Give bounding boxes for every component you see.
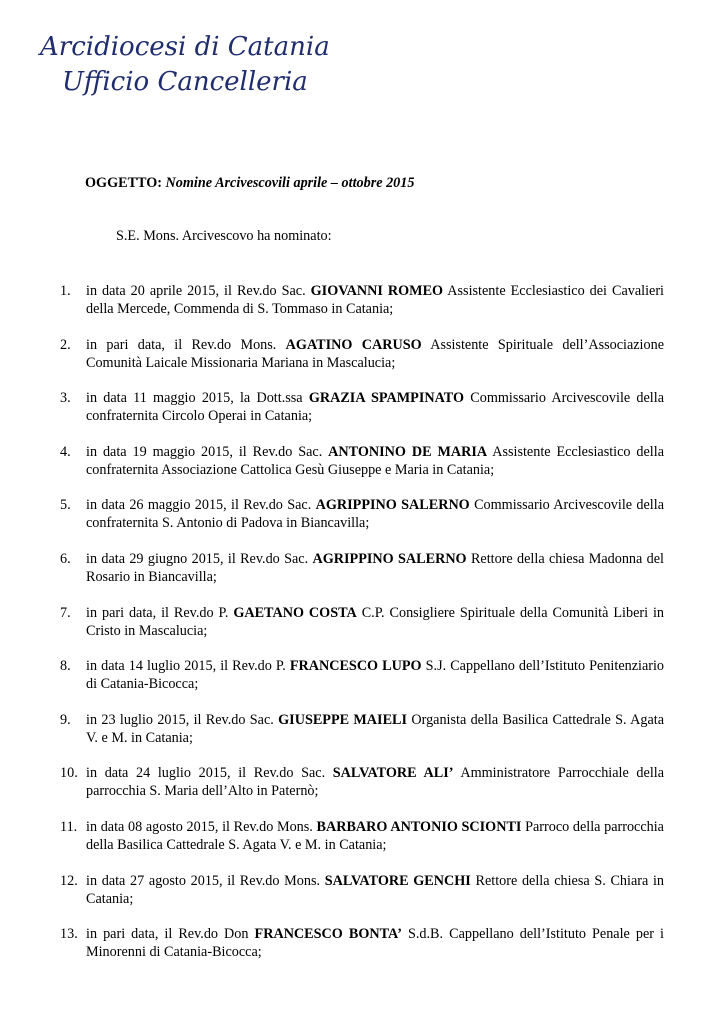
appointee-name: BARBARO ANTONIO SCIONTI bbox=[316, 818, 522, 835]
item-text-post: S.J. Cappellano dell’Istituto Penitenziario di Catania-Bicocca; bbox=[86, 658, 665, 693]
item-number: 5. bbox=[60, 497, 71, 514]
item-text bbox=[86, 282, 664, 336]
item-text-post: Rettore della chiesa S. Chiara in Catania; bbox=[86, 872, 664, 907]
subject-title: Nomine Arcivescovili aprile – ottobre 2015 bbox=[165, 175, 415, 191]
item-text-post: Amministratore Parrocchiale della parrocchia S. Maria dell’Alto in Paternò; bbox=[86, 765, 664, 800]
item-number: 11. bbox=[60, 818, 78, 835]
appointee-name: SALVATORE GENCHI bbox=[324, 872, 471, 889]
item-text-pre: in data 14 luglio 2015, il Rev.do P. bbox=[86, 658, 290, 675]
item-text-post: Rettore della chiesa Madonna del Rosario in Biancavilla; bbox=[86, 550, 664, 585]
item-number: 4. bbox=[60, 443, 71, 460]
item-text-pre: in data 20 aprile 2015, il Rev.do Sac. bbox=[86, 283, 311, 299]
letterhead bbox=[40, 30, 330, 100]
item-text-pre: in data 29 giugno 2015, il Rev.do Sac. bbox=[86, 550, 313, 567]
item-text-post: S.d.B. Cappellano dell’Istituto Penale per i Minorenni di Catania-Bicocca; bbox=[86, 926, 664, 961]
item-text bbox=[86, 711, 664, 765]
item-text bbox=[86, 604, 664, 658]
item-text bbox=[86, 496, 664, 550]
item-text-pre: in 23 luglio 2015, il Rev.do Sac. bbox=[86, 711, 279, 728]
letterhead-line-2: Ufficio Cancelleria bbox=[62, 67, 308, 97]
item-text-post: C.P. Consigliere Spirituale della Comunità Liberi in Cristo in Mascalucia; bbox=[86, 604, 664, 639]
item-number: 1. bbox=[60, 283, 71, 299]
item-text-post: Assistente Ecclesiastico della confraternita Associazione Cattolica Gesù Giuseppe e Maria in Catania; bbox=[86, 443, 664, 478]
list-item bbox=[60, 443, 664, 497]
list-item bbox=[60, 282, 664, 336]
item-text-pre: in pari data, il Rev.do Don bbox=[86, 926, 255, 943]
item-text-pre: in data 26 maggio 2015, il Rev.do Sac. bbox=[86, 497, 316, 514]
appointee-name: SALVATORE ALI’ bbox=[332, 765, 454, 782]
item-text-pre: in data 11 maggio 2015, la Dott.ssa bbox=[86, 390, 309, 407]
item-text bbox=[86, 443, 664, 497]
item-text-post: Organista della Basilica Cattedrale S. Agata V. e M. in Catania; bbox=[86, 711, 664, 746]
item-text-pre: in pari data, il Rev.do Mons. bbox=[86, 336, 286, 353]
item-text bbox=[86, 818, 664, 872]
list-item bbox=[60, 711, 664, 765]
item-text bbox=[86, 389, 664, 443]
item-number: 6. bbox=[60, 550, 71, 567]
item-text-pre: in data 08 agosto 2015, il Rev.do Mons. bbox=[86, 818, 317, 835]
appointee-name: GAETANO COSTA bbox=[233, 604, 357, 621]
item-text bbox=[86, 657, 664, 711]
appointee-name: GIUSEPPE MAIELI bbox=[278, 711, 408, 728]
list-item bbox=[60, 604, 664, 658]
subject-line bbox=[85, 175, 414, 192]
list-item bbox=[60, 872, 664, 926]
intro-text: S.E. Mons. Arcivescovo ha nominato: bbox=[116, 228, 332, 244]
item-number: 3. bbox=[60, 390, 71, 407]
list-item bbox=[60, 764, 664, 818]
subject-label: OGGETTO: bbox=[85, 175, 162, 191]
item-text bbox=[86, 925, 664, 979]
item-text bbox=[86, 336, 664, 390]
list-item bbox=[60, 496, 664, 550]
appointee-name: FRANCESCO LUPO bbox=[289, 658, 422, 675]
item-number: 7. bbox=[60, 604, 71, 621]
item-text bbox=[86, 872, 664, 926]
item-number: 8. bbox=[60, 658, 71, 675]
appointee-name: FRANCESCO BONTA’ bbox=[254, 926, 402, 943]
letterhead-line-1: Arcidiocesi di Catania bbox=[40, 32, 330, 62]
item-text-pre: in data 27 agosto 2015, il Rev.do Mons. bbox=[86, 872, 325, 889]
item-text bbox=[86, 550, 664, 604]
item-number: 9. bbox=[60, 711, 71, 728]
appointee-name: ANTONINO DE MARIA bbox=[328, 443, 488, 460]
item-text-post: Parroco della parrocchia della Basilica Cattedrale S. Agata V. e M. in Catania; bbox=[86, 818, 664, 853]
item-text-pre: in data 19 maggio 2015, il Rev.do Sac. bbox=[86, 443, 329, 460]
item-text-post: Commissario Arcivescovile della confraternita S. Antonio di Padova in Biancavilla; bbox=[86, 497, 664, 532]
item-text-post: Assistente Spirituale dell’Associazione Comunità Laicale Missionaria Mariana in Mascalucia; bbox=[86, 336, 664, 371]
item-text-pre: in pari data, il Rev.do P. bbox=[86, 604, 234, 621]
item-number: 10. bbox=[60, 765, 78, 782]
item-number: 13. bbox=[60, 926, 78, 943]
item-text-pre: in data 24 luglio 2015, il Rev.do Sac. bbox=[86, 765, 333, 782]
list-item bbox=[60, 336, 664, 390]
appointee-name: GRAZIA SPAMPINATO bbox=[308, 390, 465, 407]
item-number: 2. bbox=[60, 336, 71, 353]
list-item bbox=[60, 550, 664, 604]
appointee-name: AGRIPPINO SALERNO bbox=[315, 497, 470, 514]
appointments-list bbox=[60, 282, 664, 979]
appointee-name: AGATINO CARUSO bbox=[285, 336, 422, 353]
appointee-name: AGRIPPINO SALERNO bbox=[312, 550, 467, 567]
list-item bbox=[60, 389, 664, 443]
list-item bbox=[60, 818, 664, 872]
item-number: 12. bbox=[60, 872, 78, 889]
item-text-post: Assistente Ecclesiastico dei Cavalieri della Mercede, Commenda di S. Tommaso in Catania; bbox=[86, 283, 664, 317]
list-item bbox=[60, 657, 664, 711]
item-text-post: Commissario Arcivescovile della confraternita Circolo Operai in Catania; bbox=[86, 390, 664, 425]
item-text bbox=[86, 764, 664, 818]
appointee-name: GIOVANNI ROMEO bbox=[310, 283, 444, 299]
list-item bbox=[60, 925, 664, 979]
